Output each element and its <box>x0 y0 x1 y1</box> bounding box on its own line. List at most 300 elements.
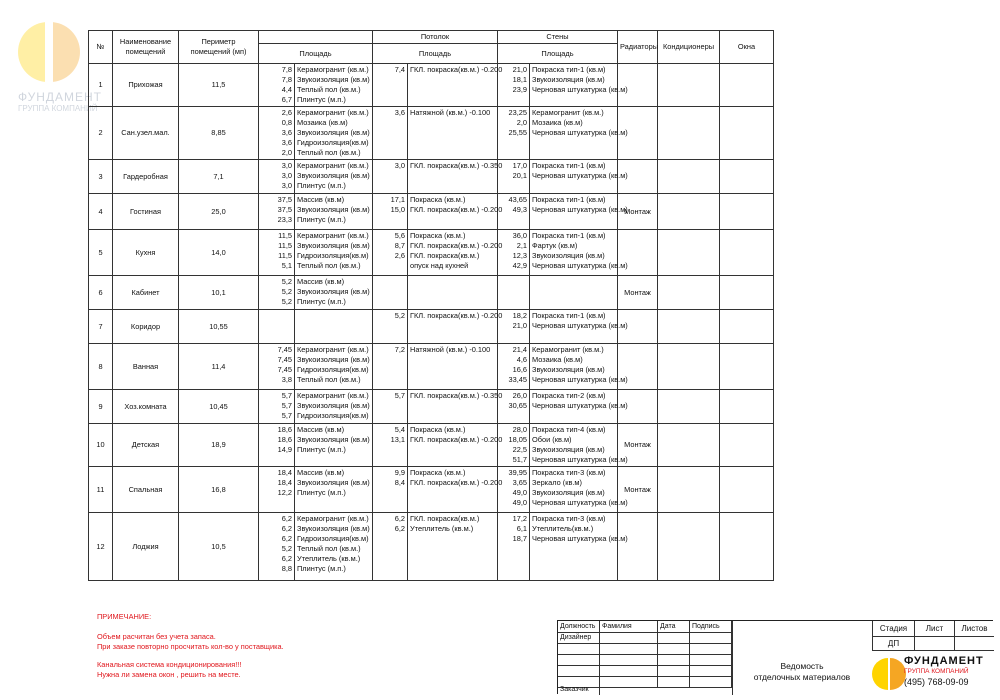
room-number: 1 <box>89 64 113 107</box>
ceiling-material <box>408 310 503 344</box>
radiator-status: Монтаж <box>618 276 658 310</box>
floor-area <box>259 424 295 467</box>
wall-material-line: Черновая штукатурка (кв.м) <box>532 401 628 410</box>
ceiling-area-line: 15,0 <box>390 205 405 214</box>
brand-block <box>874 653 994 695</box>
ceiling-material <box>408 160 503 194</box>
col-header-walls-area: Площадь <box>498 44 618 64</box>
materials-table <box>88 30 774 581</box>
floor-material-line: Гидроизоляция(кв.м) <box>297 138 369 147</box>
table-row <box>89 424 774 467</box>
ceiling-material <box>408 107 498 160</box>
wall-material-line: Покраска тип-1 (кв.м) <box>532 311 606 320</box>
floor-material-line: Звукоизоляция (кв.м) <box>297 205 370 214</box>
wall-area <box>498 276 530 310</box>
room-perimeter: 10,5 <box>179 513 259 581</box>
stamp-designer: Дизайнер <box>558 632 600 643</box>
wall-area-line: 42,9 <box>512 261 527 270</box>
floor-material-line: Керамогранит (кв.м.) <box>297 65 369 74</box>
wall-material-line: Покраска тип-1 (кв.м) <box>532 231 606 240</box>
conditioner-cell <box>658 513 720 581</box>
table-row <box>89 344 774 390</box>
conditioner-cell <box>658 107 720 160</box>
ceiling-material-line: Натяжной (кв.м.) -0.100 <box>410 345 491 354</box>
ceiling-material-line: Покраска (кв.м.) <box>410 231 466 240</box>
wall-area <box>498 310 530 344</box>
ceiling-area <box>373 513 408 581</box>
wall-area-line: 36,0 <box>512 231 527 240</box>
stamp-header-position: Должность <box>558 621 600 632</box>
notes-title: ПРИМЕЧАНИЕ: <box>97 612 152 621</box>
floor-material-line: Плинтус (м.п.) <box>297 445 346 454</box>
room-number: 2 <box>89 107 113 160</box>
col-header-radiators: Радиаторы <box>618 31 658 64</box>
floor-material <box>295 276 373 310</box>
room-number: 12 <box>89 513 113 581</box>
floor-area-line: 7,45 <box>277 365 292 374</box>
floor-area-line: 7,45 <box>277 345 292 354</box>
ceiling-material-line: Покраска (кв.м.) <box>410 468 466 477</box>
room-name: Детская <box>113 424 179 467</box>
wall-material-line: Звукоизоляция (кв.м) <box>532 445 605 454</box>
ceiling-area-line: 2,6 <box>394 251 405 260</box>
floor-area <box>259 160 295 194</box>
wall-material <box>530 467 628 513</box>
table-row <box>89 160 774 194</box>
watermark-logo-sub: ГРУППА КОМПАНИЙ <box>18 104 98 113</box>
room-name: Кухня <box>113 230 179 276</box>
wall-material-line: Покраска тип-1 (кв.м) <box>532 195 606 204</box>
ceiling-material-line: опуск над кухней <box>410 261 469 270</box>
ceiling-area <box>373 160 408 194</box>
window-cell <box>720 390 774 424</box>
wall-area-line: 6,1 <box>516 524 527 533</box>
floor-material-line: Массив (кв.м) <box>297 195 345 204</box>
floor-area-line: 14,9 <box>277 445 292 454</box>
room-number: 11 <box>89 467 113 513</box>
ceiling-area-line: 6,2 <box>394 514 405 523</box>
conditioner-cell <box>658 467 720 513</box>
room-name: Коридор <box>113 310 179 344</box>
room-name: Ванная <box>113 344 179 390</box>
ceiling-area-line: 9,9 <box>394 468 405 477</box>
ceiling-area-line: 3,0 <box>394 161 405 170</box>
wall-area-line: 18,1 <box>512 75 527 84</box>
stamp-sheet-value <box>914 637 954 651</box>
wall-material-line: Мозаика (кв.м) <box>532 355 583 364</box>
room-name: Прихожая <box>113 64 179 107</box>
ceiling-area-line: 8,7 <box>394 241 405 250</box>
stamp-stage-label: Стадия <box>872 621 914 637</box>
window-cell <box>720 230 774 276</box>
brand-name: ФУНДАМЕНТ <box>904 655 984 667</box>
stamp-header-surname: Фамилия <box>600 621 658 632</box>
floor-area-line: 3,0 <box>281 181 292 190</box>
floor-material-line: Керамогранит (кв.м.) <box>297 514 369 523</box>
ceiling-area <box>373 107 408 160</box>
floor-area-line: 5,2 <box>281 287 292 296</box>
ceiling-area-line: 13,1 <box>390 435 405 444</box>
floor-area-line: 18,6 <box>277 435 292 444</box>
room-perimeter: 18,9 <box>179 424 259 467</box>
wall-material-line: Покраска тип-2 (кв.м) <box>532 391 606 400</box>
stamp-sheets-value <box>954 637 994 651</box>
floor-area-line: 11,5 <box>278 241 292 250</box>
ceiling-area-line: 5,7 <box>394 391 405 400</box>
ceiling-material-line: ГКЛ. покраска(кв.м.) -0.350 <box>410 391 503 400</box>
wall-area-line: 2,1 <box>516 241 527 250</box>
ceiling-material <box>408 194 503 230</box>
floor-material <box>295 424 373 467</box>
wall-material-line: Черновая штукатурка (кв.м) <box>532 321 628 330</box>
ceiling-material-line: ГКЛ. покраска(кв.м.) -0.350 <box>410 161 503 170</box>
floor-material-line: Теплый пол (кв.м.) <box>297 375 361 384</box>
floor-material-line: Звукоизоляция (кв.м) <box>297 524 370 533</box>
floor-material-line: Плинтус (м.п.) <box>297 564 346 573</box>
floor-material-line: Массив (кв.м) <box>297 277 345 286</box>
wall-material-line: Черновая штукатурка (кв.м) <box>532 171 628 180</box>
room-perimeter: 25,0 <box>179 194 259 230</box>
conditioner-cell <box>658 424 720 467</box>
wall-area-line: 21,0 <box>512 65 527 74</box>
brand-logo-icon <box>876 657 902 691</box>
window-cell <box>720 160 774 194</box>
document-title <box>732 661 872 683</box>
floor-material <box>295 160 373 194</box>
room-name: Гардеробная <box>113 160 179 194</box>
room-name: Кабинет <box>113 276 179 310</box>
conditioner-cell <box>658 230 720 276</box>
floor-material-line: Гидроизоляция(кв.м) <box>297 365 369 374</box>
wall-area-line: 2,0 <box>516 118 527 127</box>
floor-material-line: Теплый пол (кв.м.) <box>297 85 361 94</box>
note-line: Канальная система кондиционирования!!! <box>97 660 242 669</box>
conditioner-cell <box>658 160 720 194</box>
room-number: 5 <box>89 230 113 276</box>
wall-area-line: 21,0 <box>512 321 527 330</box>
ceiling-material-line: Натяжной (кв.м.) -0.100 <box>410 108 491 117</box>
wall-material-line: Фартук (кв.м) <box>532 241 578 250</box>
wall-material-line: Черновая штукатурка (кв.м) <box>532 128 628 137</box>
conditioner-cell <box>658 344 720 390</box>
note-line: При заказе повторно просчитать кол-во у поставщика. <box>97 642 284 651</box>
floor-material-line: Гидроизоляция(кв.м) <box>297 534 369 543</box>
room-perimeter: 16,8 <box>179 467 259 513</box>
floor-area <box>259 513 295 581</box>
wall-material-line: Черновая штукатурка (кв.м) <box>532 455 628 464</box>
floor-material-line: Звукоизоляция (кв.м) <box>297 355 370 364</box>
ceiling-material-line: ГКЛ. покраска(кв.м.) -0.200 <box>410 241 503 250</box>
room-number: 4 <box>89 194 113 230</box>
wall-area <box>498 194 530 230</box>
title-block <box>557 620 993 694</box>
floor-area <box>259 390 295 424</box>
stamp-header-signature: Подпись <box>690 621 732 632</box>
wall-area-line: 18,2 <box>512 311 527 320</box>
table-row <box>89 194 774 230</box>
wall-material <box>530 107 628 160</box>
ceiling-material-line: Покраска (кв.м.) <box>410 195 466 204</box>
wall-area-line: 20,1 <box>512 171 527 180</box>
ceiling-material <box>408 64 503 107</box>
floor-material <box>295 344 373 390</box>
wall-material-line: Зеркало (кв.м) <box>532 478 582 487</box>
floor-material-line: Массив (кв.м) <box>297 468 345 477</box>
floor-area-line: 0,8 <box>281 118 292 127</box>
wall-area-line: 17,2 <box>512 514 527 523</box>
wall-area <box>498 160 530 194</box>
room-name: Хоз.комната <box>113 390 179 424</box>
wall-material-line: Покраска тип-3 (кв.м) <box>532 468 606 477</box>
table-row <box>89 513 774 581</box>
ceiling-area-line: 5,6 <box>394 231 405 240</box>
wall-material-line: Обои (кв.м) <box>532 435 572 444</box>
wall-material <box>530 160 628 194</box>
window-cell <box>720 107 774 160</box>
floor-area-line: 12,2 <box>277 488 292 497</box>
room-number: 6 <box>89 276 113 310</box>
floor-material-line: Звукоизоляция (кв.м) <box>297 171 370 180</box>
floor-material <box>295 467 373 513</box>
room-perimeter: 10,1 <box>179 276 259 310</box>
wall-area-line: 4,6 <box>516 355 527 364</box>
floor-area-line: 3,0 <box>281 171 292 180</box>
wall-area-line: 16,6 <box>512 365 527 374</box>
floor-area-line: 7,45 <box>277 355 292 364</box>
wall-area-line: 49,0 <box>512 498 527 507</box>
wall-material-line: Звукоизоляция (кв.м) <box>532 488 605 497</box>
floor-area-line: 3,6 <box>281 138 292 147</box>
floor-material-line: Гидроизоляция(кв.м) <box>297 251 369 260</box>
wall-area-line: 26,0 <box>512 391 527 400</box>
wall-material <box>530 276 618 310</box>
watermark-logo-name: ФУНДАМЕНТ <box>18 90 102 104</box>
radiator-status: Монтаж <box>618 194 658 230</box>
conditioner-cell <box>658 276 720 310</box>
floor-material-line: Звукоизоляция (кв.м) <box>297 241 370 250</box>
ceiling-area-line: 5,4 <box>394 425 405 434</box>
table-row <box>89 310 774 344</box>
floor-area-line: 6,2 <box>281 534 292 543</box>
ceiling-material <box>408 424 503 467</box>
floor-area-line: 18,4 <box>277 478 292 487</box>
ceiling-material <box>408 230 503 276</box>
wall-material-line: Звукоизоляция (кв.м) <box>532 75 605 84</box>
ceiling-material-line: ГКЛ. покраска(кв.м.) -0.200 <box>410 65 503 74</box>
wall-area-line: 18,7 <box>512 534 527 543</box>
wall-material-line: Керамогранит (кв.м.) <box>532 345 604 354</box>
room-perimeter: 10,55 <box>179 310 259 344</box>
wall-area <box>498 390 530 424</box>
stamp-sheet-label: Лист <box>914 621 954 637</box>
stamp-sheets-label: Листов <box>954 621 994 637</box>
table-row <box>89 390 774 424</box>
floor-material-line: Теплый пол (кв.м.) <box>297 261 361 270</box>
floor-material-line: Плинтус (м.п.) <box>297 215 346 224</box>
ceiling-area <box>373 344 408 390</box>
floor-material-line: Керамогранит (кв.м.) <box>297 231 369 240</box>
window-cell <box>720 276 774 310</box>
floor-area-line: 37,5 <box>277 195 292 204</box>
floor-area-line: 3,0 <box>281 161 292 170</box>
wall-material <box>530 390 628 424</box>
floor-area <box>259 276 295 310</box>
room-perimeter: 10,45 <box>179 390 259 424</box>
floor-material <box>295 107 373 160</box>
floor-area <box>259 344 295 390</box>
wall-area <box>498 467 530 513</box>
room-number: 8 <box>89 344 113 390</box>
floor-area-line: 11,5 <box>278 251 292 260</box>
col-header-walls: Стены <box>498 31 618 44</box>
stamp-stage-value: ДП <box>872 637 914 651</box>
wall-material <box>530 194 628 230</box>
floor-area-line: 5,7 <box>281 401 292 410</box>
wall-material-line: Звукоизоляция (кв.м) <box>532 251 605 260</box>
table-row <box>89 230 774 276</box>
room-perimeter: 14,0 <box>179 230 259 276</box>
floor-area-line: 5,1 <box>281 261 292 270</box>
floor-area <box>259 467 295 513</box>
wall-material-line: Звукоизоляция (кв.м) <box>532 365 605 374</box>
floor-material-line: Плинтус (м.п.) <box>297 297 346 306</box>
floor-area <box>259 64 295 107</box>
ceiling-area-line: 17,1 <box>390 195 405 204</box>
floor-material-line: Плинтус (м.п.) <box>297 181 346 190</box>
ceiling-material-line: ГКЛ. покраска(кв.м.) -0.200 <box>410 435 503 444</box>
wall-material <box>530 424 628 467</box>
room-perimeter: 7,1 <box>179 160 259 194</box>
ceiling-area <box>373 424 408 467</box>
ceiling-material <box>408 513 498 581</box>
window-cell <box>720 64 774 107</box>
wall-area-line: 21,4 <box>512 345 527 354</box>
floor-material-line: Керамогранит (кв.м.) <box>297 391 369 400</box>
floor-area-line: 3,6 <box>281 128 292 137</box>
floor-area-line: 8,8 <box>281 564 292 573</box>
wall-area <box>498 344 530 390</box>
floor-material-line: Звукоизоляция (кв.м) <box>297 128 370 137</box>
table-row <box>89 276 774 310</box>
wall-material-line: Покраска тип-1 (кв.м) <box>532 161 606 170</box>
wall-area <box>498 64 530 107</box>
floor-area-line: 5,7 <box>281 391 292 400</box>
ceiling-area-line: 7,4 <box>394 65 405 74</box>
radiator-status: Монтаж <box>618 467 658 513</box>
ceiling-area <box>373 467 408 513</box>
wall-area-line: 22,5 <box>512 445 527 454</box>
document-title-line1: Ведомость <box>780 661 824 671</box>
floor-area-line: 2,0 <box>281 148 292 157</box>
floor-material <box>295 194 373 230</box>
floor-material-line: Гидроизоляция(кв.м) <box>297 411 369 420</box>
room-number: 10 <box>89 424 113 467</box>
wall-area-line: 3,65 <box>512 478 527 487</box>
table-row <box>89 107 774 160</box>
wall-material <box>530 64 628 107</box>
ceiling-material-line: ГКЛ. покраска(кв.м.) -0.200 <box>410 311 503 320</box>
wall-area <box>498 513 530 581</box>
col-header-floor-top <box>259 31 373 44</box>
wall-area-line: 33,45 <box>508 375 527 384</box>
wall-material-line: Черновая штукатурка (кв.м) <box>532 375 628 384</box>
ceiling-area <box>373 230 408 276</box>
wall-material-line: Черновая штукатурка (кв.м) <box>532 205 628 214</box>
col-header-ceiling-area: Площадь <box>373 44 498 64</box>
floor-area <box>259 107 295 160</box>
floor-area-line: 4,4 <box>281 85 292 94</box>
floor-area-line: 23,3 <box>277 215 292 224</box>
window-cell <box>720 310 774 344</box>
room-name: Гостиная <box>113 194 179 230</box>
ceiling-area-line: 6,2 <box>394 524 405 533</box>
ceiling-material <box>408 276 498 310</box>
table-row <box>89 467 774 513</box>
floor-material <box>295 310 373 344</box>
ceiling-area-line: 5,2 <box>394 311 405 320</box>
floor-material-line: Керамогранит (кв.м.) <box>297 161 369 170</box>
wall-area-line: 39,95 <box>508 468 527 477</box>
floor-material-line: Звукоизоляция (кв.м) <box>297 75 370 84</box>
ceiling-material-line: ГКЛ. покраска(кв.м.) -0.200 <box>410 478 503 487</box>
floor-material-line: Утеплитель (кв.м.) <box>297 554 361 563</box>
floor-area-line: 11,5 <box>278 231 292 240</box>
wall-area-line: 49,3 <box>512 205 527 214</box>
floor-material-line: Массив (кв.м) <box>297 425 345 434</box>
col-header-perimeter: Периметр помещений (мп) <box>179 31 259 64</box>
ceiling-material-line: ГКЛ. покраска(кв.м.) -0.200 <box>410 205 503 214</box>
ceiling-area-line: 8,4 <box>394 478 405 487</box>
ceiling-material-line: ГКЛ. покраска(кв.м.) <box>410 251 480 260</box>
wall-area-line: 18,05 <box>508 435 527 444</box>
floor-area-line: 5,2 <box>281 297 292 306</box>
wall-area <box>498 424 530 467</box>
floor-area-line: 6,2 <box>281 524 292 533</box>
wall-area <box>498 107 530 160</box>
floor-material-line: Керамогранит (кв.м.) <box>297 108 369 117</box>
floor-area <box>259 230 295 276</box>
wall-area-line: 30,65 <box>508 401 527 410</box>
wall-material <box>530 310 628 344</box>
floor-area-line: 5,2 <box>281 277 292 286</box>
note-line: Объем расчитан без учета запаса. <box>97 632 216 641</box>
ceiling-area-line: 3,6 <box>394 108 405 117</box>
floor-area <box>259 310 295 344</box>
floor-material-line: Мозаика (кв.м) <box>297 118 348 127</box>
ceiling-material <box>408 390 503 424</box>
ceiling-area <box>373 310 408 344</box>
room-perimeter: 11,5 <box>179 64 259 107</box>
document-title-line2: отделочных материалов <box>753 672 851 682</box>
ceiling-area-line: 7,2 <box>394 345 405 354</box>
ceiling-material-line: Утеплитель (кв.м.) <box>410 524 474 533</box>
table-row <box>89 64 774 107</box>
ceiling-area <box>373 276 408 310</box>
floor-material-line: Плинтус (м.п.) <box>297 488 346 497</box>
floor-material <box>295 230 373 276</box>
note-line: Нужна ли замена окон , решить на месте. <box>97 670 241 679</box>
stamp-header-date: Дата <box>658 621 690 632</box>
wall-area <box>498 230 530 276</box>
window-cell <box>720 513 774 581</box>
notes-block <box>97 612 284 680</box>
wall-area-line: 28,0 <box>512 425 527 434</box>
wall-area-line: 23,9 <box>512 85 527 94</box>
window-cell <box>720 344 774 390</box>
room-number: 9 <box>89 390 113 424</box>
ceiling-material <box>408 344 498 390</box>
note-line <box>97 652 284 660</box>
